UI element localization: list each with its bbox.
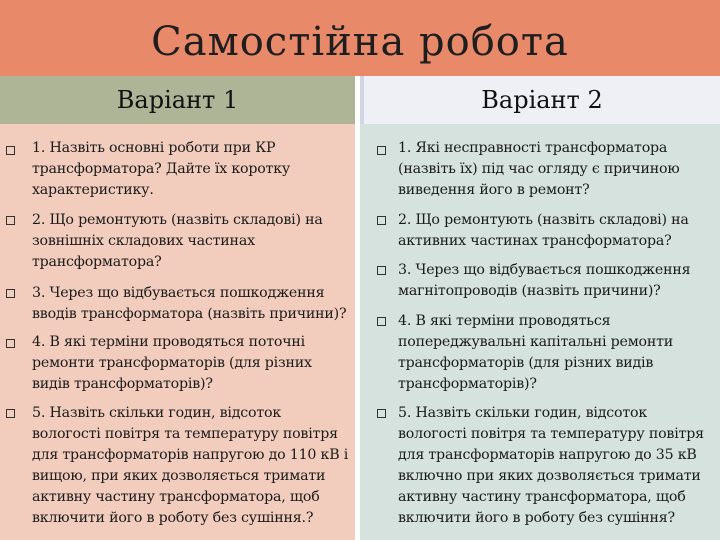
variant-1-question-2: 2. Що ремонтують (назвіть складові) на зовнішніх складових частинах трансформатора?	[32, 212, 323, 270]
bullet-icon	[377, 317, 386, 326]
bullet-icon	[6, 339, 15, 348]
bullet-icon	[377, 216, 386, 225]
bullet-icon	[6, 216, 15, 225]
bullet-icon	[377, 409, 386, 418]
variant-1-question-1: 1. Назвіть основні роботи при КР трансформатора? Дайте їх коротку характеристику.	[32, 140, 291, 198]
variant-1-question-3: 3. Через що відбувається пошкодження вводів трансформатора (назвіть причини)?	[32, 285, 347, 322]
bullet-icon	[377, 146, 386, 155]
variant-1-question-5: 5. Назвіть скільки годин, відсоток вологості повітря та температуру повітря для трансформаторів напругою до 110 кВ і вищою, при яких дозволяється тримати активну частину трансформатора, щоб включити його в роботу без сушіння.?	[32, 405, 349, 526]
variant-2-question-4: 4. В які терміни проводяться попереджувальні капітальні ремонти трансформаторів (для різних видів трансформаторів)?	[398, 313, 674, 392]
variant-2-question-5: 5. Назвіть скільки годин, відсоток вологості повітря та температуру повітря для трансформаторів напругою до 35 кВ включно при яких дозволяється тримати активну частину трансформатора, щоб включити його в роботу без сушіння?	[398, 405, 704, 526]
variant-2-question-1: 1. Які несправності трансформатора (назвіть їх) під час огляду є причиною виведення його в ремонт?	[398, 140, 680, 198]
variant-1-header: Варіант 1	[0, 76, 355, 124]
variant-2-question-3: 3. Через що відбувається пошкодження магнітопроводів (назвіть причини)?	[398, 262, 691, 299]
variant-2-header: Варіант 2	[360, 76, 720, 124]
bullet-icon	[6, 146, 15, 155]
title-bar	[0, 0, 720, 76]
bullet-icon	[6, 289, 15, 298]
variant-2-question-2: 2. Що ремонтують (назвіть складові) на активних частинах трансформатора?	[398, 212, 689, 249]
variant-1-question-4: 4. В які терміни проводяться поточні ремонти трансформаторів (для різних видів трансформаторів)?	[32, 334, 312, 392]
bullet-icon	[6, 409, 15, 418]
bullet-icon	[377, 266, 386, 275]
page-title: Самостійна робота	[151, 19, 569, 65]
